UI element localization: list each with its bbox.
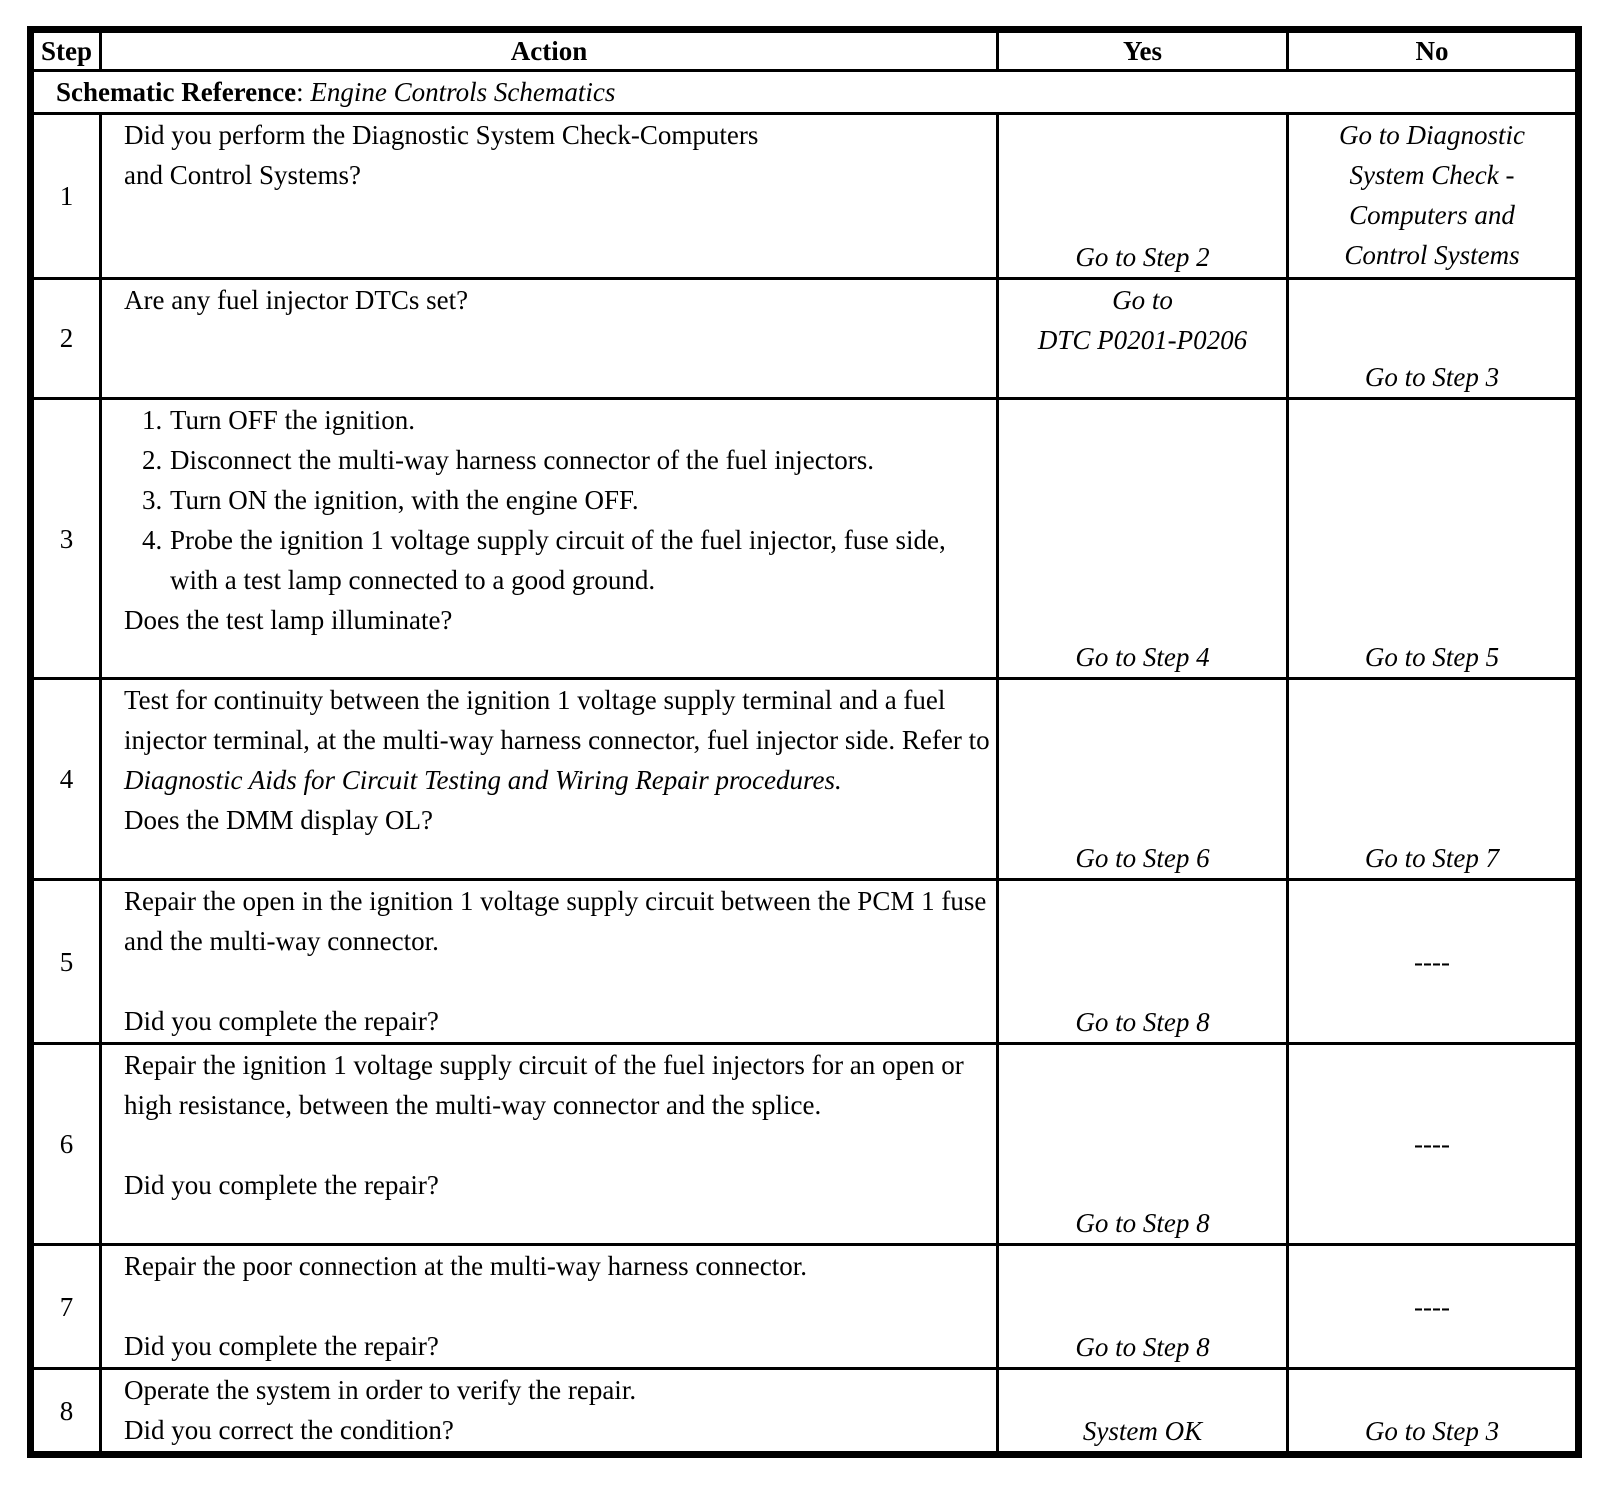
yes-cell: System OK [998, 1369, 1288, 1453]
yes-cell: Go to Step 8 [998, 1245, 1288, 1369]
yes-cell [998, 278, 1288, 398]
no-line: Computers and [1349, 200, 1515, 231]
schematic-reference-row [33, 71, 1577, 114]
yes-cell: Go to Step 4 [998, 398, 1288, 678]
header-row [33, 32, 1577, 71]
question-text: Does the DMM display OL? [124, 805, 433, 836]
table-row [33, 679, 1577, 880]
list-item [124, 400, 996, 440]
step-number: 1 [33, 114, 101, 278]
list-text: Turn ON the ignition, with the engine OFF. [170, 484, 639, 515]
reference-label: Schematic Reference [56, 77, 297, 108]
action-cell [101, 398, 998, 678]
yes-line: Go to [1112, 284, 1173, 315]
table-row [33, 1369, 1577, 1453]
question-text: Does the test lamp illuminate? [124, 604, 453, 635]
no-cell: ---- [1288, 879, 1577, 1043]
question-text: Did you complete the repair? [124, 1170, 439, 1201]
no-line: Go to Diagnostic [1339, 120, 1525, 151]
no-cell: Go to Step 7 [1288, 679, 1577, 880]
step-number: 8 [33, 1369, 101, 1453]
yes-cell: Go to Step 8 [998, 879, 1288, 1043]
no-cell: ---- [1288, 1245, 1577, 1369]
list-number: 1. [142, 404, 163, 435]
action-reference: Diagnostic Aids for Circuit Testing and Wiring Repair procedures. [124, 765, 842, 796]
header-action: Action [101, 32, 998, 71]
action-cell [101, 1044, 998, 1245]
list-number: 4. [142, 524, 163, 555]
action-cell [101, 1245, 998, 1369]
table-row [33, 278, 1577, 398]
reference-title: Engine Controls Schematics [310, 77, 616, 108]
list-text: Disconnect the multi-way harness connector of the fuel injectors. [170, 444, 875, 475]
list-item [124, 440, 996, 480]
no-cell: Go to Step 3 [1288, 1369, 1577, 1453]
action-line: Did you perform the Diagnostic System Check-Computers [124, 120, 759, 151]
yes-cell: Go to Step 2 [998, 114, 1288, 278]
step-number: 2 [33, 278, 101, 398]
list-number: 3. [142, 484, 163, 515]
header-no: No [1288, 32, 1577, 71]
action-cell: Are any fuel injector DTCs set? [101, 278, 998, 398]
list-number: 2. [142, 444, 163, 475]
action-cell [101, 679, 998, 880]
step-number: 7 [33, 1245, 101, 1369]
list-text: Turn OFF the ignition. [170, 404, 416, 435]
step-number: 6 [33, 1044, 101, 1245]
table-row [33, 114, 1577, 278]
table-row [33, 1044, 1577, 1245]
list-text: Probe the ignition 1 voltage supply circuit of the fuel injector, fuse side, with a test lamp connected to a good ground. [170, 524, 946, 595]
step-number: 3 [33, 398, 101, 678]
question-text: Did you correct the condition? [124, 1415, 454, 1446]
question-text: Did you complete the repair? [124, 1005, 439, 1036]
action-cell [101, 114, 998, 278]
header-step: Step [33, 32, 101, 71]
action-text: Repair the ignition 1 voltage supply circuit of the fuel injectors for an open or high resistance, between the multi-way connector and the splice. [124, 1050, 964, 1121]
action-text: Repair the open in the ignition 1 voltage supply circuit between the PCM 1 fuse and the multi-way connector. [124, 885, 987, 956]
list-item [124, 480, 996, 520]
table-row [33, 1245, 1577, 1369]
no-cell: ---- [1288, 1044, 1577, 1245]
action-text: Operate the system in order to verify the repair. [124, 1375, 637, 1406]
yes-cell: Go to Step 6 [998, 679, 1288, 880]
action-cell [101, 879, 998, 1043]
yes-cell: Go to Step 8 [998, 1044, 1288, 1245]
step-number: 5 [33, 879, 101, 1043]
diagnostic-table-frame [27, 26, 1582, 1458]
table-row [33, 398, 1577, 678]
no-line: System Check - [1349, 160, 1515, 191]
action-cell [101, 1369, 998, 1453]
procedure-list [124, 400, 996, 600]
action-text: Test for continuity between the ignition 1 voltage supply terminal and a fuel injector terminal, at the multi-way harness connector, fuel injector side. Refer to [124, 685, 990, 756]
no-cell: Go to Step 5 [1288, 398, 1577, 678]
no-line: Control Systems [1344, 240, 1520, 271]
reference-separator: : [296, 77, 304, 108]
step-number: 4 [33, 679, 101, 880]
action-text: Repair the poor connection at the multi-way harness connector. [124, 1251, 808, 1282]
diagnostic-table [31, 30, 1578, 1454]
header-yes: Yes [998, 32, 1288, 71]
list-item [124, 520, 996, 600]
action-paragraph [124, 680, 996, 800]
schematic-reference [33, 71, 1577, 114]
table-row [33, 879, 1577, 1043]
question-text: Did you complete the repair? [124, 1331, 439, 1362]
no-cell [1288, 114, 1577, 278]
no-cell: Go to Step 3 [1288, 278, 1577, 398]
action-line: and Control Systems? [124, 160, 361, 191]
yes-line: DTC P0201-P0206 [1037, 324, 1248, 355]
